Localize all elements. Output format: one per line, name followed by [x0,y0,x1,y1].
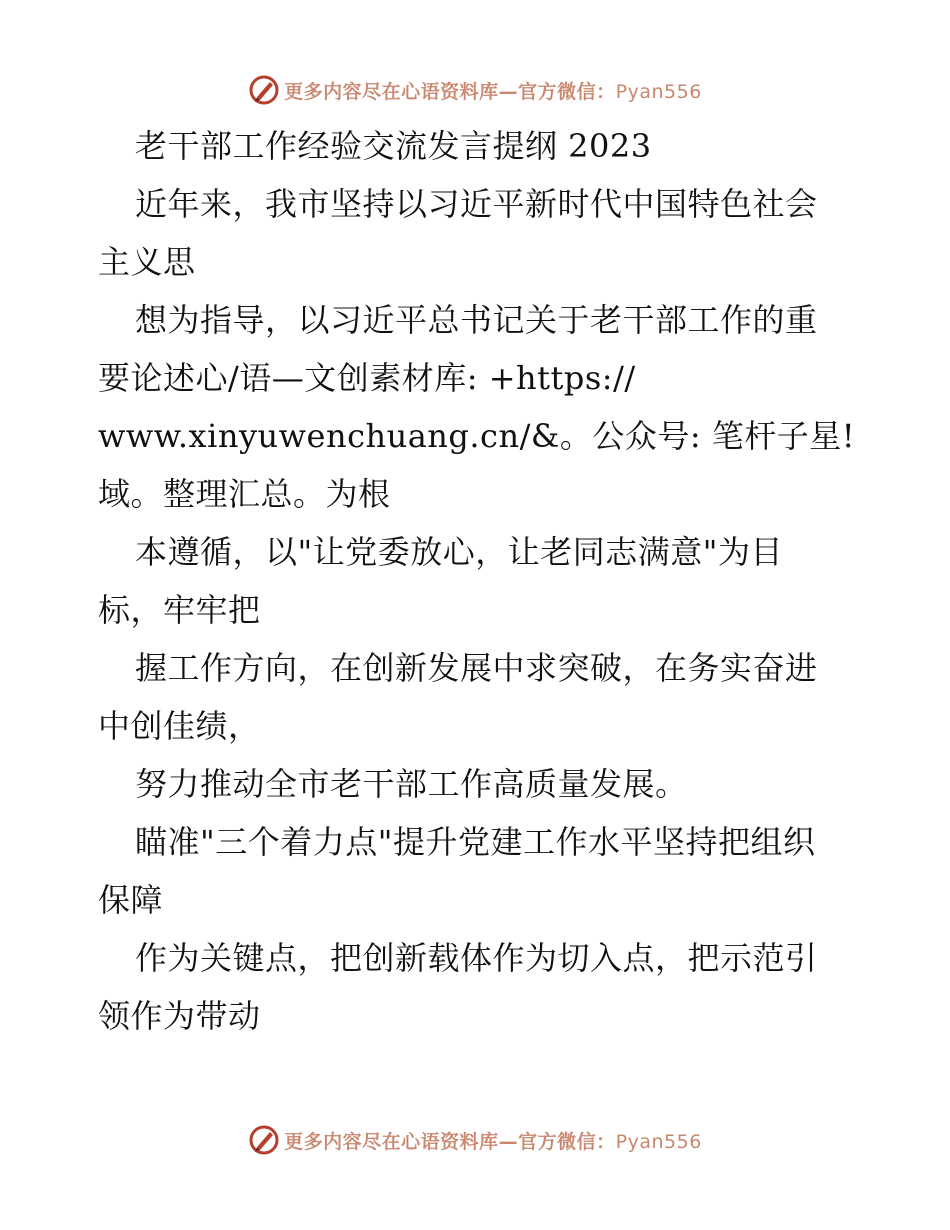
document-body [98,117,858,1045]
paragraph-line: 握工作方向，在创新发展中求突破，在务实奋进 [135,649,818,687]
footer-watermark-banner [0,1120,950,1160]
paragraph-line: 要论述心/语—文创素材库: +https:// [98,359,636,397]
document-title: 老干部工作经验交流发言提纲 2023 [135,127,652,165]
paragraph-line: 本遵循，以"让党委放心，让老同志满意"为目 [135,533,783,571]
paragraph-line: 近年来，我市坚持以习近平新时代中国特色社会 [135,185,818,223]
pen-logo-icon [248,1124,280,1156]
paragraph-line: 领作为带动 [98,997,261,1035]
paragraph-line: 主义思 [98,243,196,281]
paragraph-line: 努力推动全市老干部工作高质量发展。 [135,765,688,803]
paragraph-line: 域。整理汇总。为根 [98,475,391,513]
paragraph-line: 中创佳绩， [98,707,261,745]
paragraph-line: 保障 [98,881,164,919]
paragraph-line: 想为指导，以习近平总书记关于老干部工作的重 [135,301,818,339]
pen-logo-icon [248,74,280,106]
paragraph-line: www.xinyuwenchuang.cn/&。公众号: 笔杆子星! [98,417,856,455]
paragraph-line: 标，牢牢把 [98,591,261,629]
header-watermark-banner [0,70,950,110]
paragraph-line: 瞄准"三个着力点"提升党建工作水平坚持把组织 [135,823,816,861]
footer-banner-text: 更多内容尽在心语资料库—官方微信：Pyan556 [284,1130,702,1153]
paragraph-line: 作为关键点，把创新载体作为切入点，把示范引 [135,939,818,977]
header-banner-text: 更多内容尽在心语资料库—官方微信：Pyan556 [284,80,702,103]
